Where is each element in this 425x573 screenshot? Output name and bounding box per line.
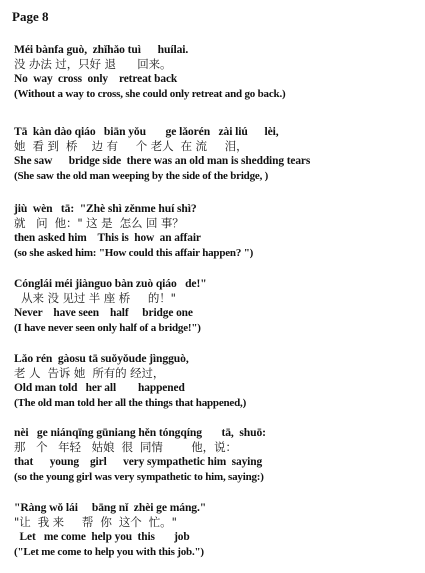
literal-gloss-line: that young girl very sympathetic him saying bbox=[14, 456, 263, 468]
chinese-line: 没 办法 过，只好 退 回来。 bbox=[14, 57, 172, 71]
chinese-line: 她 看 到 桥 边 有 个 老人 在 流 泪， bbox=[14, 139, 248, 153]
pinyin-line: Méi bànfa guò, zhǐhǎo tuì huílai. bbox=[14, 43, 189, 56]
pinyin-line: Cónglái méi jiànguo bàn zuò qiáo de!" bbox=[14, 277, 207, 290]
chinese-line: 从来 没 见过 半 座 桥 的！" bbox=[14, 291, 176, 305]
translation-line: ("Let me come to help you with this job.") bbox=[14, 546, 204, 558]
chinese-line: 那 个 年轻 姑娘 很 同情 他，说： bbox=[14, 440, 237, 454]
translation-line: (so she asked him: "How could this affair happen? ") bbox=[14, 247, 254, 259]
pinyin-line: nèi ge niánqīng gūniang hěn tóngqíng tā, shuō: bbox=[14, 426, 266, 439]
pinyin-line: Tā kàn dào qiáo biān yǒu ge lǎorén zài liú lèi, bbox=[14, 125, 279, 138]
stanza-1 bbox=[14, 42, 419, 102]
pinyin-line: "Ràng wǒ lái bāng nǐ zhèi ge máng." bbox=[14, 501, 207, 514]
pinyin-line: jiù wèn tā: "Zhè shì zěnme huí shì? bbox=[14, 202, 197, 215]
literal-gloss-line: Let me come help you this job bbox=[14, 531, 190, 543]
pinyin-line: Lǎo rén gàosu tā suǒyǒude jìngguò, bbox=[14, 352, 189, 365]
translation-line: (Without a way to cross, she could only retreat and go back.) bbox=[14, 88, 286, 100]
translation-line: (I have never seen only half of a bridge!") bbox=[14, 322, 201, 334]
stanza-3 bbox=[14, 201, 419, 261]
literal-gloss-line: Never have seen half bridge one bbox=[14, 307, 193, 319]
literal-gloss-line: Old man told her all happened bbox=[14, 382, 185, 394]
stanza-5 bbox=[14, 351, 419, 411]
stanza-2 bbox=[14, 124, 419, 184]
stanza-6 bbox=[14, 425, 419, 485]
chinese-line: "让 我 来 帮 你 这个 忙。" bbox=[14, 515, 177, 529]
literal-gloss-line: then asked him This is how an affair bbox=[14, 232, 201, 244]
stanza-7 bbox=[14, 500, 419, 560]
translation-line: (The old man told her all the things that happened,) bbox=[14, 397, 247, 409]
stanza-4 bbox=[14, 276, 419, 336]
literal-gloss-line: She saw bridge side there was an old man is shedding tears bbox=[14, 155, 311, 167]
translation-line: (She saw the old man weeping by the side of the bridge, ) bbox=[14, 170, 269, 182]
page-number: Page 8 bbox=[12, 9, 49, 24]
literal-gloss-line: No way cross only retreat back bbox=[14, 73, 178, 85]
translation-line: (so the young girl was very sympathetic to him, saying:) bbox=[14, 471, 264, 483]
chinese-line: 就 问 他：" 这 是 怎么 回 事？ bbox=[14, 216, 184, 230]
chinese-line: 老 人 告诉 她 所有的 经过， bbox=[14, 366, 165, 380]
